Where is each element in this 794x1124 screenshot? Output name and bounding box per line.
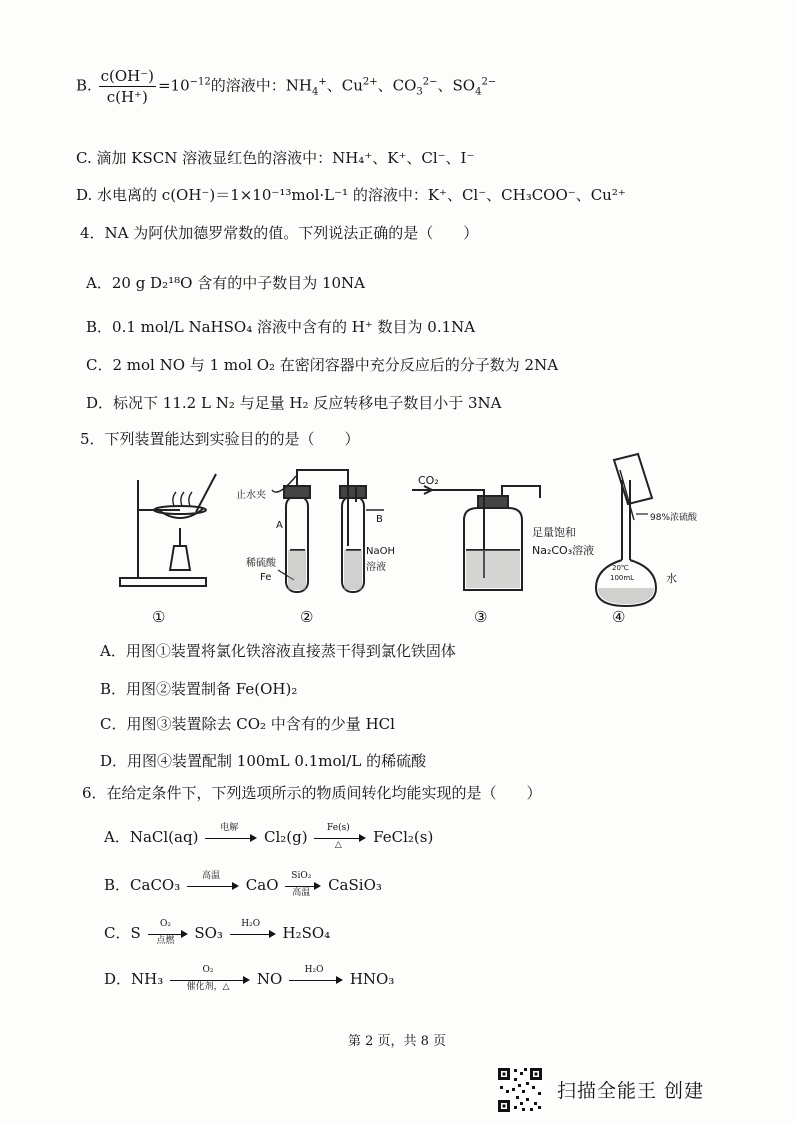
saturated-label: 足量饱和 [532, 526, 576, 539]
figure-label-1: ① [152, 608, 166, 626]
arrow-condition: H₂O [304, 965, 324, 975]
acid-label: 稀硫酸 [246, 558, 276, 569]
reaction-arrow [205, 823, 257, 849]
tube-a-label: A [276, 520, 283, 531]
q3-option-b [76, 66, 496, 107]
naoh-solution-label: 溶液 [366, 562, 386, 573]
q4-stem: 4．NA 为阿伏加德罗常数的值。下列说法正确的是（ ） [80, 224, 479, 242]
product: H₂SO₄ [282, 924, 331, 942]
q5-option-d: D．用图④装置配制 100mL 0.1mol/L 的稀硫酸 [100, 752, 427, 770]
arrow-condition: △ [334, 840, 342, 850]
reactant: D．NH₃ [104, 970, 164, 988]
reaction-arrow [285, 871, 321, 898]
reaction-arrow [230, 919, 276, 945]
fraction-numerator: c(OH⁻) [100, 67, 154, 85]
q4-option-a: A．20 g D₂¹⁸O 含有的中子数目为 10NA [86, 274, 366, 292]
fraction [99, 66, 156, 107]
reaction-arrow [170, 965, 250, 992]
option-letter: B. [76, 76, 92, 95]
arrow-condition: 高温 [202, 871, 221, 881]
scanner-watermark: 扫描全能王 创建 [557, 1080, 705, 1102]
conc-acid-label: 98%浓硫酸 [650, 513, 698, 523]
sup: + [318, 76, 327, 88]
equals: =10 [157, 76, 190, 95]
fe-label: Fe [260, 572, 272, 583]
arrow-condition: Fe(s) [327, 823, 350, 833]
q6-option-a [104, 823, 434, 850]
q3-option-d: D. 水电离的 c(OH⁻)＝1×10⁻¹³mol·L⁻¹ 的溶液中：K⁺、Cl⁻、CH₃COO⁻、Cu²⁺ [76, 186, 626, 204]
text: 、CO [377, 76, 417, 95]
sub: 4 [475, 86, 482, 98]
text: 的溶液中：NH [210, 76, 312, 95]
arrow-condition: H₂O [241, 919, 261, 929]
apparatus-drawing [100, 450, 700, 630]
sub: 3 [416, 86, 423, 98]
intermediate: SO₃ [194, 924, 223, 942]
reactant: C．S [104, 924, 141, 942]
q6-option-c [104, 919, 331, 946]
arrow-condition: 催化剂，△ [186, 982, 230, 992]
flask-volume-label: 100mL [610, 574, 635, 582]
figure-label-3: ③ [474, 608, 488, 626]
sup: 2− [422, 76, 438, 88]
q4-option-d: D．标况下 11.2 L N₂ 与足量 H₂ 反应转移电子数目小于 3NA [86, 394, 502, 412]
apparatus-figure [100, 450, 700, 630]
sup: 2− [481, 76, 497, 88]
na2co3-label: Na₂CO₃溶液 [532, 544, 595, 557]
reaction-arrow [187, 871, 239, 897]
figure-label-4: ④ [612, 608, 626, 626]
sub: 4 [311, 86, 319, 98]
flask-temp-label: 20℃ [612, 564, 629, 572]
text: 、Cu [326, 76, 363, 95]
naoh-label: NaOH [366, 546, 395, 557]
clamp-label: 止水夹 [236, 490, 266, 501]
arrow-condition: 点燃 [156, 936, 175, 946]
arrow-condition: O₂ [202, 965, 214, 975]
text: 、SO [437, 76, 476, 95]
co2-label: CO₂ [418, 474, 439, 487]
tube-b-label: B [376, 514, 383, 525]
product: HNO₃ [349, 970, 395, 988]
sup: 2+ [362, 76, 378, 88]
intermediate: CaO [245, 876, 279, 894]
q4-option-b: B．0.1 mol/L NaHSO₄ 溶液中含有的 H⁺ 数目为 0.1NA [86, 318, 476, 336]
arrow-condition: O₂ [160, 919, 172, 929]
reactant: A．NaCl(aq) [104, 828, 199, 846]
arrow-condition: 电解 [220, 823, 239, 833]
page-number: 第 2 页，共 8 页 [347, 1034, 447, 1049]
exponent: −12 [189, 76, 211, 88]
q5-stem: 5．下列装置能达到实验目的的是（ ） [80, 430, 360, 448]
product: CaSiO₃ [328, 876, 382, 894]
q6-stem: 6．在给定条件下，下列选项所示的物质间转化均能实现的是（ ） [82, 784, 542, 802]
fraction-denominator: c(H⁺) [106, 88, 148, 106]
intermediate: NO [256, 970, 283, 988]
q5-option-a: A．用图①装置将氯化铁溶液直接蒸干得到氯化铁固体 [100, 642, 456, 660]
figure-label-2: ② [300, 608, 314, 626]
water-label: 水 [666, 572, 677, 585]
reactant: B．CaCO₃ [104, 876, 181, 894]
qr-code-icon [496, 1066, 544, 1114]
q4-option-c: C．2 mol NO 与 1 mol O₂ 在密闭容器中充分反应后的分子数为 2NA [86, 356, 559, 374]
reaction-arrow [289, 965, 343, 991]
intermediate: Cl₂(g) [264, 828, 308, 846]
reaction-arrow [148, 919, 188, 946]
q3-option-c: C. 滴加 KSCN 溶液显红色的溶液中：NH₄⁺、K⁺、Cl⁻、I⁻ [76, 149, 475, 167]
arrow-condition: SiO₂ [291, 871, 312, 881]
q5-option-c: C．用图③装置除去 CO₂ 中含有的少量 HCl [100, 715, 395, 733]
arrow-condition: 高温 [292, 888, 311, 898]
q6-option-b [104, 871, 382, 898]
q5-option-b: B．用图②装置制备 Fe(OH)₂ [100, 680, 298, 698]
q6-option-d [104, 965, 395, 992]
product: FeCl₂(s) [373, 828, 434, 846]
reaction-arrow [314, 823, 366, 850]
